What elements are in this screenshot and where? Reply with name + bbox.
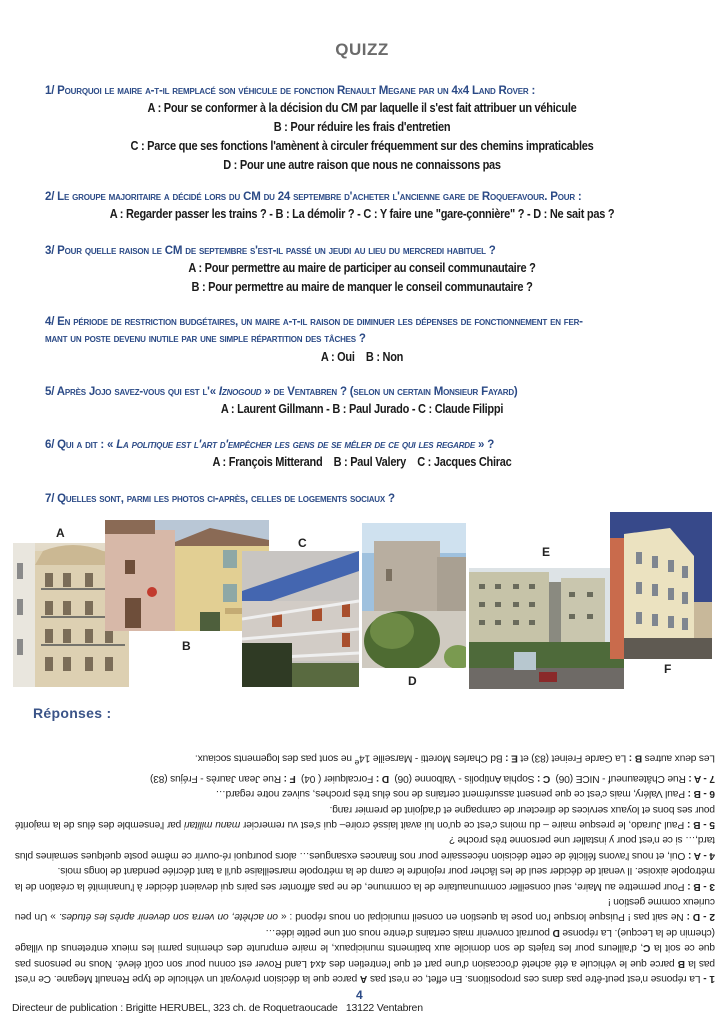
option: A : François Mitterand B : Paul Valery C : Jacques Chirac [212,455,512,469]
answer-text: Oui, et nous l'avons félicité de cette décision nécessaire pour nos finances exsangues… alors pourquoi ré-ouvrir ce même poste quelques semaines plus tard,… si ce n'est pour y installer une personne très proche ? [15,834,715,861]
answer-text: Bd Charles Moretti - Marseille 14 [359,752,503,764]
answer-2 [15,894,715,925]
question-5-text-end: » de Ventabren ? (selon un certain Monsieur Fayard) [261,386,518,398]
question-6-text: 6/ Qui a dit : « [45,439,117,451]
answer-2-number: 2 - D : [683,911,715,923]
photo-label-f: F [664,662,672,676]
answer-7 [15,770,715,785]
question-3: 3/ Pour quelle raison le CM de septembre s'est-il passé un jeudi au lieu du mercredi habituel ? [45,245,496,257]
answer-text: Paul Valéry, mais c'est ce que pensent assurément certains de nos élus très proches, suivez notre regard… [215,788,686,800]
answer-1 [15,924,715,986]
photo-label-a: A [56,526,65,540]
option: A : Oui B : Non [320,350,404,364]
answer-letter: D [552,926,560,938]
answer-text: par l'ensemble des élus de la majorité pour ses bons et loyaux services de directeur de campagne et d'adjoint de premier rang. [15,803,715,830]
question-2: 2/ Le groupe majoritaire a décidé lors du CM du 24 septembre d'acheter l'ancienne gare de Roquefavour. Pour : [45,191,582,203]
answer-5 [15,801,715,832]
building-f-icon [610,512,712,659]
answers-heading: Réponses : [33,705,112,721]
answer-text: Rue Jean Jaurès - Fréjus (83) [150,772,282,784]
answer-3 [15,863,715,894]
question-6-text-end: » ? [475,439,495,451]
photo-c [242,551,359,687]
option: A : Regarder passer les trains ? - B : La démolir ? - C : Y faire une "gare-çonnière" ? - D : Ne sait pas ? [109,207,615,221]
answer-text: , d'ailleurs pour les trajets de son domicile aux batiments municipaux, le maire emprunte des chemins parmi les mieux entretenus du village (chemin de la Lecque). La réponse [15,926,715,954]
question-6-quote: La politique est l'art d'empêcher les gens de se mêler de ce qui les regarde [116,439,476,451]
question-1-options [43,99,680,175]
answer-text: Pour permettre au Maire, seul conseiller communautaire de la commune, de ne pas affronter ses pairs qui devaient décider à l'unanimité la création de la métropole aixoise. Il venait de décider seul de les lâcher pour rejoindre le camp de la métropole marseillaise qu'il a tant décriée pendant de longs mois. [15,865,715,892]
answer-5-number: 5 - B : [684,818,715,830]
answer-text: parce que le véhicule a été acheté d'occasion d'une part et que l'entretien des 4x4 Land Rover est connu pour son coût élevé. Nous ne pensons pas que ce soit la [14,942,715,969]
answer-text: Paul Jurado, le presque maire – du moins c'est ce qu'on lui avait laissé croire– qui s'est vu remercier [240,818,685,830]
page-title: QUIZZ [335,40,389,59]
answer-text: Ne sait pas ! Puisque lorsque l'on pose la question en conseil municipal on nous répond : « [278,911,684,923]
answer-text: La Garde Freinet (83) et [517,752,627,764]
answer-7-others [15,751,715,771]
answer-text: pourrait convenir mais certains d'entre nous ont une petite idée… [265,926,553,938]
answer-text: Sophia Antipolis - Valbonne (06) [389,772,535,784]
option: A : Laurent Gillmann - B : Paul Jurado - C : Claude Filippi [220,402,504,416]
answer-letter: C : [534,772,551,784]
question-5-text: 5/ Après Jojo savez-vous qui est l'« [45,386,219,398]
answer-3-number: 3 - B : [684,880,715,892]
building-d-icon [362,523,466,668]
option: B : Pour réduire les frais d'entretien [273,120,451,134]
question-6 [45,439,685,451]
option: B : Pour permettre au maire de manquer le conseil communautaire ? [191,280,533,294]
page-number: 4 [356,988,363,1002]
question-6-options [43,453,680,472]
photo-f [610,512,712,659]
answer-text: La réponse n'est peut-être pas dans ces propositions. En effet, ce n'est pas [367,973,701,984]
answer-letter: A [360,973,368,984]
answer-text: Rue Châteauneuf - NICE (06) [550,772,686,784]
building-e-icon [469,568,624,689]
answer-1-number: 1 - [700,973,715,984]
photo-label-e: E [542,545,551,559]
answer-letter: B [677,957,686,969]
option: C : Parce que ses fonctions l'amènent à circuler fréquemment sur des chemins impraticables [130,139,594,153]
answer-letter: E : [502,752,518,764]
question-7: 7/ Quelles sont, parmi les photos ci-après, celles de logements sociaux ? [45,493,395,505]
answer-6 [15,786,715,801]
answer-italic: on achète, on verra son devenir après les études. [58,911,279,923]
answer-4-number: 4 - A : [685,849,715,861]
question-2-options [43,205,680,224]
photo-e [469,568,624,689]
question-3-options [43,259,680,297]
answer-text: Forcalquier ( 04) [295,772,374,784]
answer-text: parce que la décision prévoyait un véhicule de type Renault Megane. Ce n'est pas la [15,957,715,984]
question-5-options [43,400,680,419]
building-c-icon [242,551,359,687]
photo-label-b: B [182,639,191,653]
answer-superscript: e [354,758,360,769]
question-4-options [43,348,680,367]
publisher-line: Directeur de publication : Brigitte HERUBEL, 323 ch. de Roquetraoucade 13122 Ventabren [12,1002,423,1014]
answer-letter: D : [373,772,390,784]
answer-text: » Un peu curieux comme gestion ! [15,895,715,923]
answer-letter: C [643,942,651,954]
answer-4 [15,832,715,863]
photo-d [362,523,466,668]
answer-italic: manu militari [184,818,241,830]
answers-block-upside-down [15,712,715,986]
answer-6-number: 6 - B : [685,788,715,800]
option: A : Pour se conformer à la décision du CM par laquelle il s'est fait attribuer un véhicule [147,101,577,115]
question-4-line-2: mant un poste devenu inutile par une simple répartition des tâches ? [45,333,366,345]
question-1: 1/ Pourquoi le maire a-t-il remplacé son véhicule de fonction Renault Megane par un 4x4 Land Rover : [45,85,536,97]
question-4-line-1: 4/ En période de restriction budgétaires, un maire a-t-il raison de diminuer les dépenses de fonctionnement en fer- [45,316,583,328]
photo-label-d: D [408,674,417,688]
answer-letter: B : [626,752,643,764]
option: D : Pour une autre raison que nous ne connaissons pas [223,158,501,172]
answer-7-number: 7 - A : [685,772,715,784]
question-5-italic: Iznogoud [218,386,262,398]
photo-label-c: C [298,536,307,550]
answer-text: Les deux autres [642,752,715,764]
option: A : Pour permettre au maire de participer au conseil communautaire ? [188,261,536,275]
answer-letter: F : [281,772,296,784]
answer-text: ne sont pas des logements sociaux. [195,752,355,764]
question-5 [45,386,685,398]
